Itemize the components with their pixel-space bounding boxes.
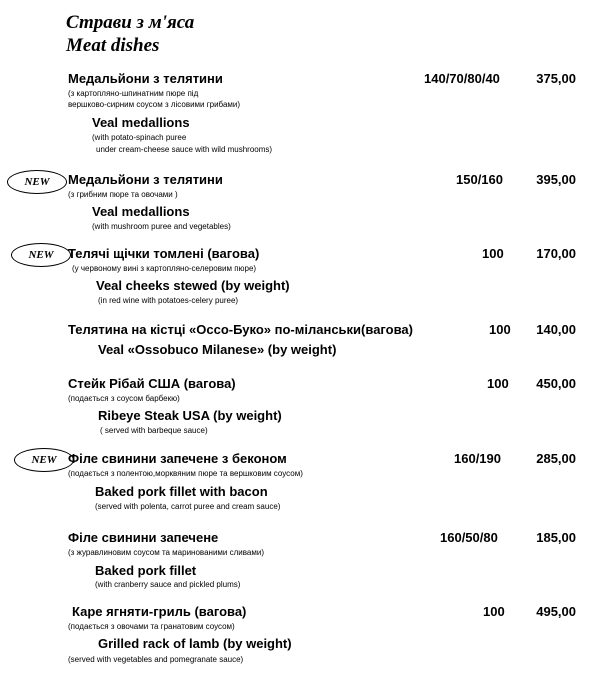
dish-price: 140,00: [536, 322, 576, 337]
dish-note-en: under cream-cheese sauce with wild mushrooms): [96, 145, 273, 154]
dish-name-en: Baked pork fillet with bacon: [95, 484, 268, 499]
dish-note-ua: (з журавлиновим соусом та маринованими сливами): [68, 548, 264, 557]
page-title-en: Meat dishes: [66, 35, 160, 56]
dish-note-en: (served with vegetables and pomegranate sauce): [68, 655, 244, 664]
dish-price: 170,00: [536, 246, 576, 261]
dish-name-ua: Телятина на кістці «Оссо-Буко» по-міланськи(вагова): [68, 322, 413, 337]
dish-note-en: (with potato-spinach puree: [92, 133, 187, 142]
dish-weight: 100: [482, 246, 504, 261]
dish-weight: 160/50/80: [440, 530, 498, 545]
dish-note-ua: вершково-сирним соусом з лісовими грибами): [68, 100, 241, 109]
dish-note-ua: (подається з соусом барбекю): [68, 394, 180, 403]
new-badge: NEW: [11, 243, 71, 267]
dish-note-ua: (з картопляно-шпинатним пюре під: [68, 89, 199, 98]
dish-name-en: Veal medallions: [92, 115, 190, 130]
dish-name-ua: Каре ягняти-гриль (вагова): [72, 604, 247, 619]
dish-name-ua: Медальйони з телятини: [68, 172, 223, 187]
dish-name-en: Ribeye Steak USA (by weight): [98, 408, 282, 423]
dish-note-en: ( served with barbeque sauce): [100, 426, 208, 435]
dish-price: 395,00: [536, 172, 576, 187]
dish-name-ua: Стейк Рібай США (вагова): [68, 376, 236, 391]
dish-name-en: Veal cheeks stewed (by weight): [96, 278, 290, 293]
dish-weight: 100: [483, 604, 505, 619]
dish-price: 375,00: [536, 71, 576, 86]
dish-note-ua: (подається з полентою,морквяним пюре та вершковим соусом): [68, 469, 303, 478]
dish-weight: 140/70/80/40: [424, 71, 500, 86]
dish-name-ua: Телячі щічки томлені (вагова): [68, 246, 260, 261]
dish-price: 285,00: [536, 451, 576, 466]
dish-name-ua: Філе свинини запечене: [68, 530, 219, 545]
dish-weight: 100: [489, 322, 511, 337]
dish-price: 185,00: [536, 530, 576, 545]
dish-note-en: (in red wine with potatoes-celery puree): [98, 296, 239, 305]
dish-price: 495,00: [536, 604, 576, 619]
dish-name-ua: Філе свинини запечене з беконом: [68, 451, 287, 466]
dish-name-en: Veal «Ossobuco Milanese» (by weight): [98, 342, 337, 357]
dish-note-en: (served with polenta, carrot puree and cream sauce): [95, 502, 281, 511]
dish-name-en: Veal medallions: [92, 204, 190, 219]
dish-note-en: (with cranberry sauce and pickled plums): [95, 580, 241, 589]
dish-note-ua: (подається з овочами та гранатовим соусом): [68, 622, 235, 631]
dish-note-en: (with mushroom puree and vegetables): [92, 222, 231, 231]
dish-weight: 100: [487, 376, 509, 391]
dish-name-en: Baked pork fillet: [95, 563, 197, 578]
dish-note-ua: (з грибним пюре та овочами ): [68, 190, 178, 199]
dish-weight: 150/160: [456, 172, 503, 187]
dish-weight: 160/190: [454, 451, 501, 466]
new-badge: NEW: [7, 170, 67, 194]
dish-name-ua: Медальйони з телятини: [68, 71, 223, 86]
dish-name-en: Grilled rack of lamb (by weight): [98, 636, 292, 651]
page-title-ua: Страви з м'яса: [66, 12, 195, 33]
new-badge: NEW: [14, 448, 74, 472]
dish-note-ua: (у червоному вині з картопляно-селеровим пюре): [72, 264, 257, 273]
dish-price: 450,00: [536, 376, 576, 391]
